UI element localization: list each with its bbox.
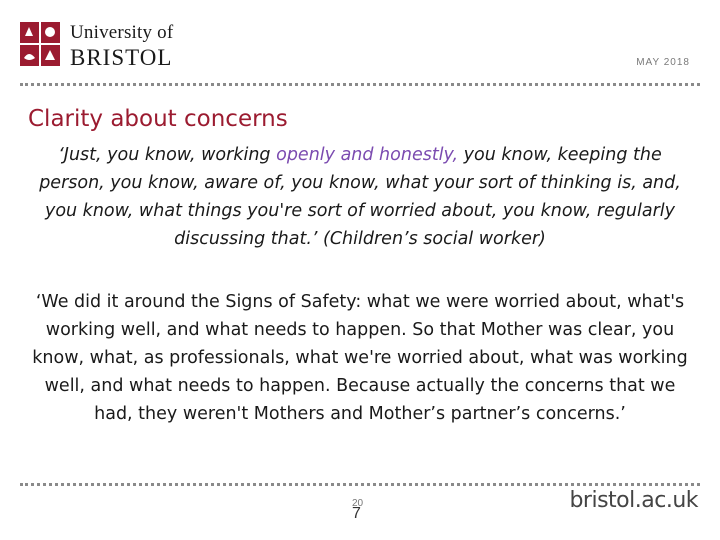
crest-icon xyxy=(18,20,62,68)
logo-text-line2: BRISTOL xyxy=(70,45,173,70)
university-logo xyxy=(18,20,178,70)
slide-title: Clarity about concerns xyxy=(28,106,288,132)
slide-date: MAY 2018 xyxy=(636,57,690,68)
header-divider xyxy=(20,83,700,86)
page-number: 20 xyxy=(352,498,364,509)
page-mark: 7 xyxy=(352,505,361,522)
quote-social-worker xyxy=(24,141,696,253)
quote-signs-of-safety: ‘We did it around the Signs of Safety: what we were worried about, what's working well, and what needs to happen. So that Mother was clear, you know, what, as professionals, what we're worried about, what was working well, and what needs to happen. Because actually the concerns that we had, they weren't Mothers and Mother’s partner’s concerns.’ xyxy=(32,292,688,424)
quote1-highlight: openly and honestly, xyxy=(276,145,459,165)
quote1-text-after: you know, keeping the person, you know, aware of, you know, what your sort of thinking is, and, you know, what things you're sort of worried about, you know, regularly discussing that.’ (Children’s social worker) xyxy=(39,145,681,249)
footer-website: bristol.ac.uk xyxy=(569,488,698,513)
quote1-text-before: ‘Just, you know, working xyxy=(58,145,277,165)
logo-text-line1: University of xyxy=(70,22,174,43)
footer-divider xyxy=(20,483,700,486)
